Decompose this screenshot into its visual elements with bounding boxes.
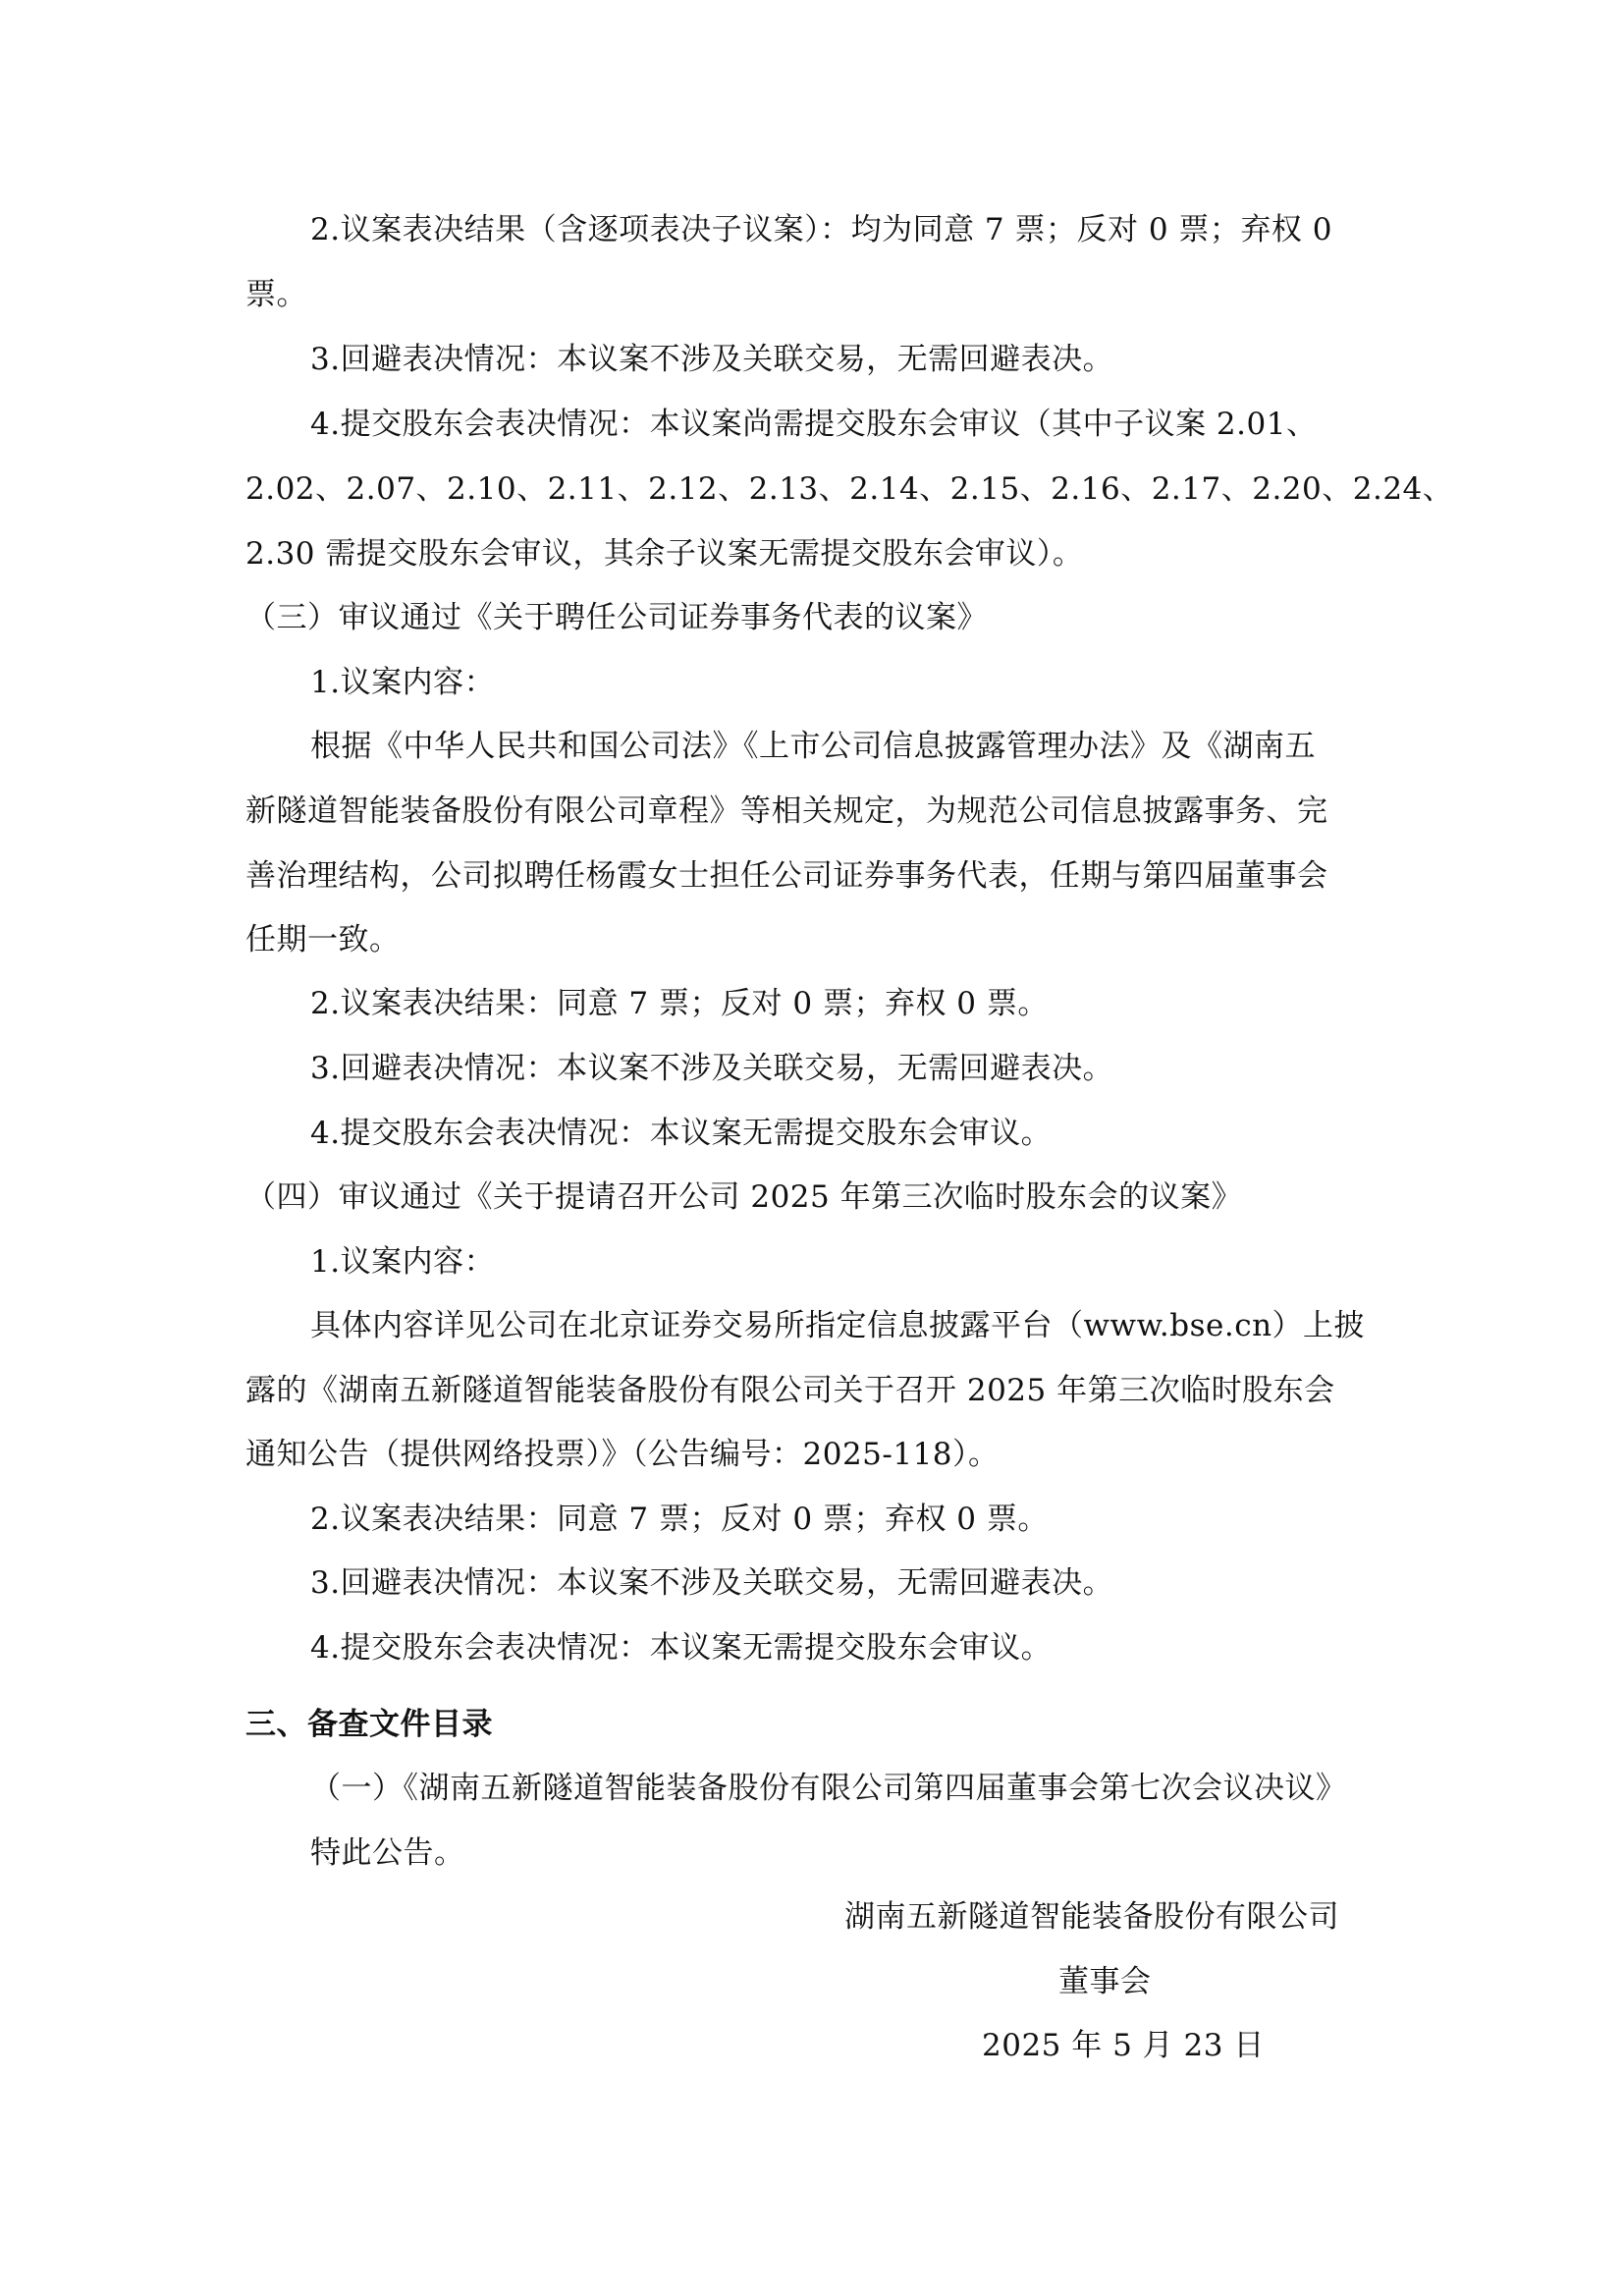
signature-board: 董事会 (1058, 1964, 1152, 1999)
section3-avoidance: 3.回避表决情况：本议案不涉及关联交易，无需回避表决。 (310, 1051, 1114, 1086)
section4-vote-result: 2.议案表决结果：同意 7 票；反对 0 票；弃权 0 票。 (310, 1502, 1049, 1537)
section4-content-line-3: 通知公告（提供网络投票）》（公告编号：2025-118）。 (245, 1437, 1000, 1472)
closing-text: 特此公告。 (310, 1835, 465, 1871)
section4-content-line-2: 露的《湖南五新隧道智能装备股份有限公司关于召开 2025 年第三次临时股东会 (245, 1373, 1335, 1408)
section3-content-line-3: 善治理结构，公司拟聘任杨霞女士担任公司证券事务代表，任期与第四届董事会 (245, 858, 1328, 894)
section3-submit: 4.提交股东会表决情况：本议案无需提交股东会审议。 (310, 1116, 1053, 1151)
vote-result-line-1: 2.议案表决结果（含逐项表决子议案）：均为同意 7 票；反对 0 票；弃权 0 (310, 212, 1333, 247)
section4-title: （四）审议通过《关于提请召开公司 2025 年第三次临时股东会的议案》 (245, 1179, 1243, 1215)
submit-text-line-1: 4.提交股东会表决情况：本议案尚需提交股东会审议（其中子议案 2.01、 (310, 407, 1318, 442)
signature-company: 湖南五新隧道智能装备股份有限公司 (844, 1899, 1339, 1935)
section3-title: （三）审议通过《关于聘任公司证券事务代表的议案》 (245, 600, 988, 635)
section3-content-label: 1.议案内容： (310, 665, 496, 700)
documents-item-1: （一）《湖南五新隧道智能装备股份有限公司第四届董事会第七次会议决议》 (310, 1771, 1347, 1806)
signature-date: 2025 年 5 月 23 日 (982, 2028, 1265, 2063)
section3-vote-result: 2.议案表决结果：同意 7 票；反对 0 票；弃权 0 票。 (310, 986, 1049, 1021)
section4-content-label: 1.议案内容： (310, 1244, 496, 1280)
section4-avoidance: 3.回避表决情况：本议案不涉及关联交易，无需回避表决。 (310, 1565, 1114, 1601)
section3-content-line-4: 任期一致。 (245, 922, 401, 957)
submit-text-line-2: 2.02、2.07、2.10、2.11、2.12、2.13、2.14、2.15、2.16、2.17、2.20、2.24、 (245, 471, 1454, 507)
vote-result-line-2: 票。 (245, 277, 307, 312)
documents-heading: 三、备查文件目录 (245, 1707, 493, 1742)
avoidance-text: 3.回避表决情况：本议案不涉及关联交易，无需回避表决。 (310, 342, 1114, 377)
section4-content-line-1: 具体内容详见公司在北京证券交易所指定信息披露平台（www.bse.cn）上披 (310, 1308, 1366, 1343)
section3-content-line-1: 根据《中华人民共和国公司法》《上市公司信息披露管理办法》及《湖南五 (310, 729, 1316, 764)
section3-content-line-2: 新隧道智能装备股份有限公司章程》等相关规定，为规范公司信息披露事务、完 (245, 793, 1328, 829)
submit-text-line-3: 2.30 需提交股东会审议，其余子议案无需提交股东会审议）。 (245, 536, 1084, 572)
section4-submit: 4.提交股东会表决情况：本议案无需提交股东会审议。 (310, 1630, 1053, 1666)
